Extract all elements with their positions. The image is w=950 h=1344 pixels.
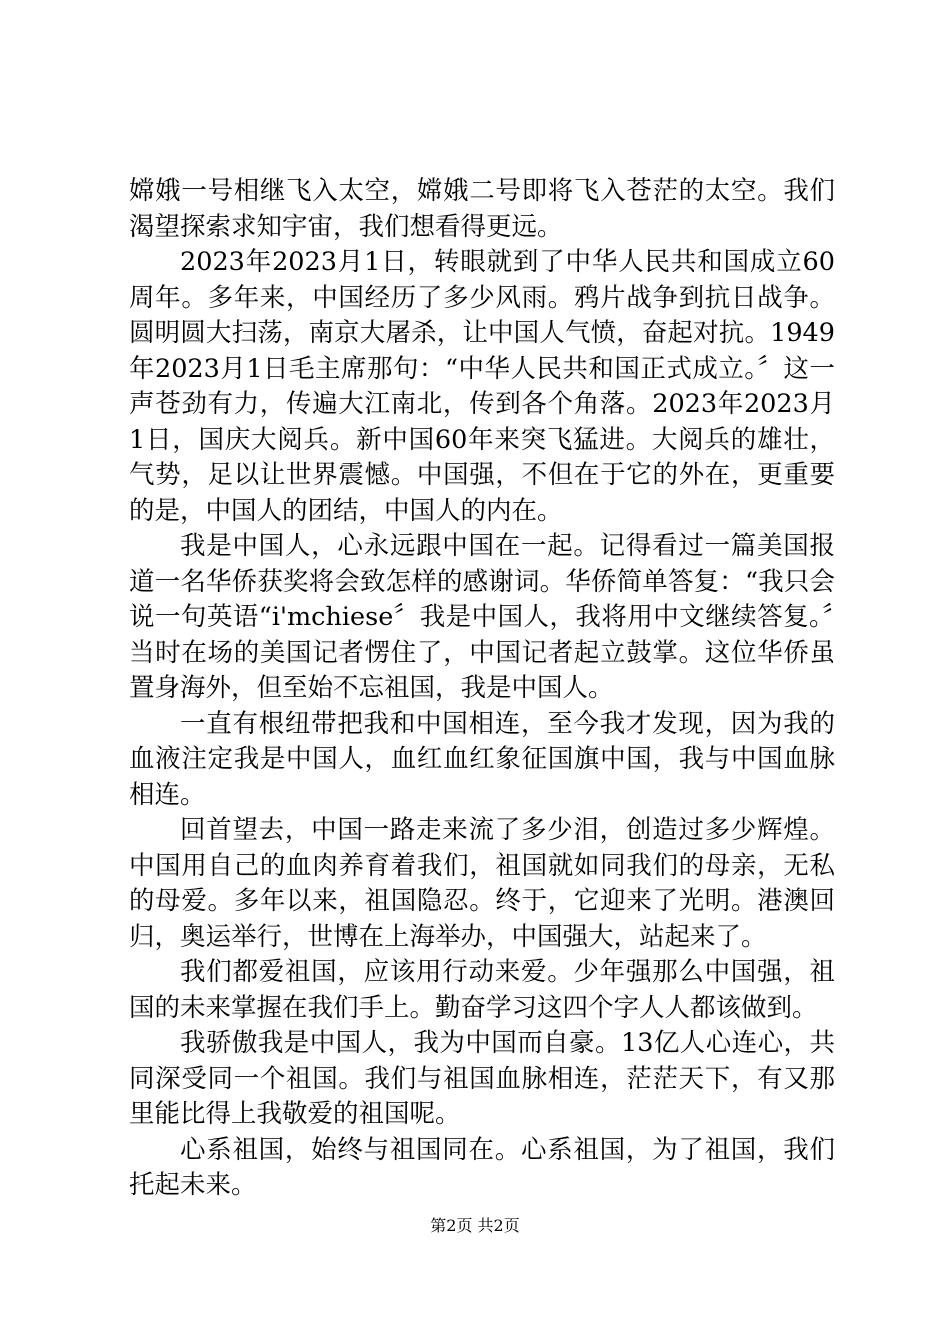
paragraph: 我们都爱祖国，应该用行动来爱。少年强那么中国强，祖国的未来掌握在我们手上。勤奋学习这四个字人人都该做到。	[129, 957, 835, 1023]
page-number: 第2页 共2页	[430, 1216, 520, 1235]
paragraph: 嫦娥一号相继飞入太空，嫦娥二号即将飞入苍茫的太空。我们渴望探索求知宇宙，我们想看得更远。	[129, 176, 835, 242]
paragraph: 心系祖国，始终与祖国同在。心系祖国，为了祖国，我们托起未来。	[129, 1134, 835, 1200]
paragraph: 我是中国人，心永远跟中国在一起。记得看过一篇美国报道一名华侨获奖将会致怎样的感谢词。华侨简单答复：“我只会说一句英语“i'mchiese〞我是中国人，我将用中文继续答复。〞当时在场的美国记者愣住了，中国记者起立鼓掌。这位华侨虽置身海外，但至始不忘祖国，我是中国人。	[129, 531, 835, 703]
document-body	[129, 174, 835, 1204]
paragraph: 回首望去，中国一路走来流了多少泪，创造过多少辉煌。中国用自己的血肉养育着我们，祖国就如同我们的母亲，无私的母爱。多年以来，祖国隐忍。终于，它迎来了光明。港澳回归，奥运举行，世博在上海举办，中国强大，站起来了。	[129, 815, 835, 952]
paragraph: 一直有根纽带把我和中国相连，至今我才发现，因为我的血液注定我是中国人，血红血红象征国旗中国，我与中国血脉相连。	[129, 708, 835, 810]
paragraph: 我骄傲我是中国人，我为中国而自豪。13亿人心连心，共同深受同一个祖国。我们与祖国血脉相连，茫茫天下，有又那里能比得上我敬爱的祖国呢。	[129, 1028, 835, 1129]
paragraph: 2023年2023月1日，转眼就到了中华人民共和国成立60周年。多年来，中国经历了多少风雨。鸦片战争到抗日战争。圆明圆大扫荡，南京大屠杀，让中国人气愤，奋起对抗。1949年2023月1日毛主席那句：“中华人民共和国正式成立。〞这一声苍劲有力，传遍大江南北，传到各个角落。2023年2023月1日，国庆大阅兵。新中国60年来突飞猛进。大阅兵的雄壮，气势，足以让世界震憾。中国强，不但在于它的外在，更重要的是，中国人的团结，中国人的内在。	[129, 247, 835, 526]
